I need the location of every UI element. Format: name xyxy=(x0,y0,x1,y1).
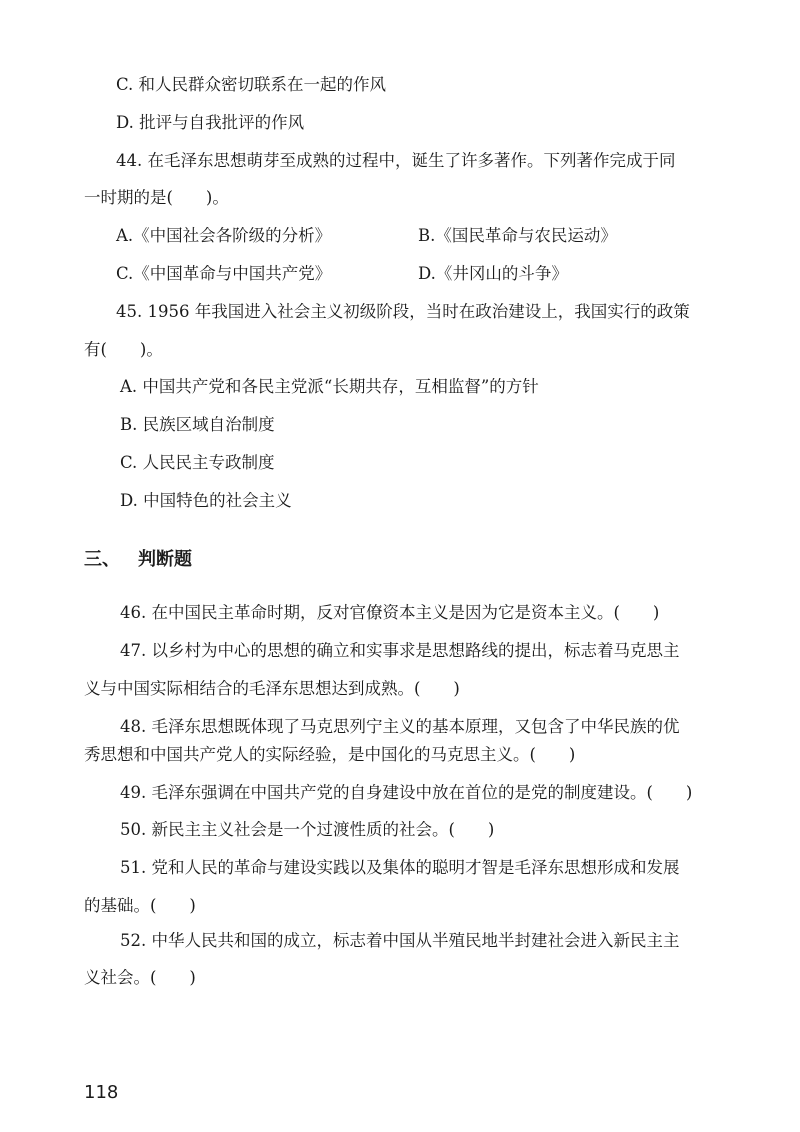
q45-option-c: C. 人民民主专政制度 xyxy=(120,453,275,472)
q47-line1: 47. 以乡村为中心的思想的确立和实事求是思想路线的提出，标志着马克思主 xyxy=(120,641,680,660)
section-number: 三、 xyxy=(84,549,120,570)
q44-option-a: A.《中国社会各阶级的分析》 xyxy=(116,226,332,245)
q44-option-b: B.《国民革命与农民运动》 xyxy=(418,226,617,245)
q47-line2: 义与中国实际相结合的毛泽东思想达到成熟。( ) xyxy=(84,679,460,698)
q52-line1: 52. 中华人民共和国的成立，标志着中国从半殖民地半封建社会进入新民主主 xyxy=(120,931,680,950)
q48-line1: 48. 毛泽东思想既体现了马克思列宁主义的基本原理，又包含了中华民族的优 xyxy=(120,717,680,736)
q44-stem-line2: 一时期的是( )。 xyxy=(84,188,229,207)
q45-option-a: A. 中国共产党和各民主党派“长期共存，互相监督”的方针 xyxy=(120,377,539,396)
q45-option-d: D. 中国特色的社会主义 xyxy=(120,491,292,510)
q51-line1: 51. 党和人民的革命与建设实践以及集体的聪明才智是毛泽东思想形成和发展 xyxy=(120,858,680,877)
q43-option-c: C. 和人民群众密切联系在一起的作风 xyxy=(116,75,387,94)
section-title: 判断题 xyxy=(138,549,192,570)
section-heading xyxy=(84,547,192,573)
q44-option-d: D.《井冈山的斗争》 xyxy=(418,264,568,283)
q50: 50. 新民主主义社会是一个过渡性质的社会。( ) xyxy=(120,820,495,839)
q45-option-b: B. 民族区域自治制度 xyxy=(120,415,275,434)
q46: 46. 在中国民主革命时期，反对官僚资本主义是因为它是资本主义。( ) xyxy=(120,603,660,622)
q43-option-d: D. 批评与自我批评的作风 xyxy=(116,113,305,132)
q45-stem-line1: 45. 1956 年我国进入社会主义初级阶段，当时在政治建设上，我国实行的政策 xyxy=(116,302,690,321)
q49: 49. 毛泽东强调在中国共产党的自身建设中放在首位的是党的制度建设。( ) xyxy=(120,783,693,802)
page-number: 118 xyxy=(84,1082,119,1103)
q45-stem-line2: 有( )。 xyxy=(84,340,163,359)
q44-option-c: C.《中国革命与中国共产党》 xyxy=(116,264,332,283)
q44-stem-line1: 44. 在毛泽东思想萌芽至成熟的过程中，诞生了许多著作。下列著作完成于同 xyxy=(116,151,676,170)
q48-line2: 秀思想和中国共产党人的实际经验，是中国化的马克思主义。( ) xyxy=(84,745,576,764)
q52-line2: 义社会。( ) xyxy=(84,968,196,987)
q51-line2: 的基础。( ) xyxy=(84,896,196,915)
